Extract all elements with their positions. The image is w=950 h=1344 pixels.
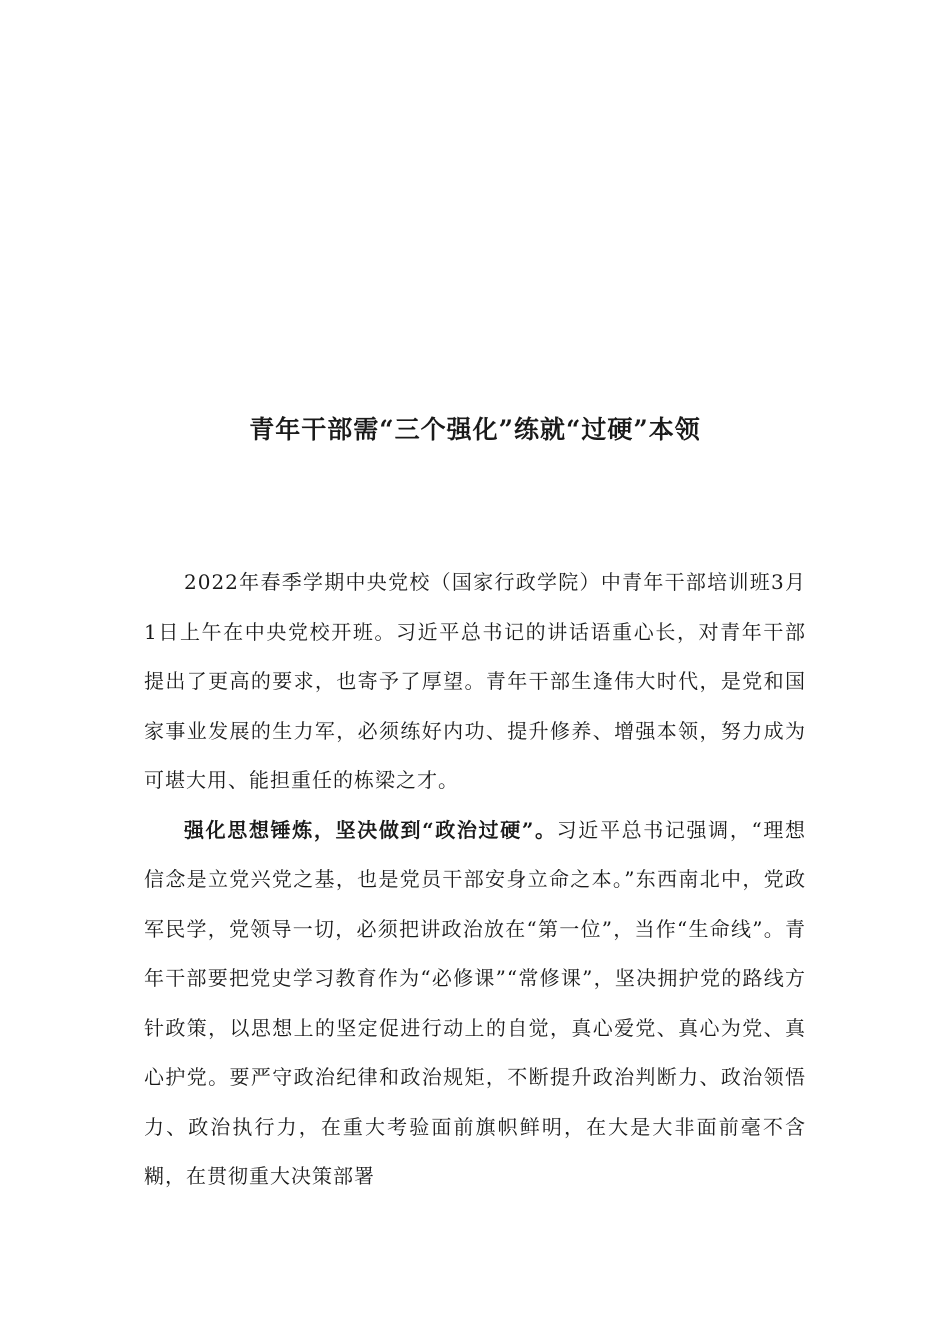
paragraph-political bbox=[144, 806, 806, 1202]
paragraph-intro bbox=[144, 558, 806, 806]
document-body bbox=[144, 558, 806, 1202]
paragraph-text: 2022年春季学期中央党校（国家行政学院）中青年干部培训班3月1日上午在中央党校开班。习近平总书记的讲话语重心长，对青年干部提出了更高的要求，也寄予了厚望。青年干部生逢伟大时代，是党和国家事业发展的生力军，必须练好内功、提升修养、增强本领，努力成为可堪大用、能担重任的栋梁之才。 bbox=[144, 570, 806, 792]
document-title: 青年干部需“三个强化”练就“过硬”本领 bbox=[249, 415, 701, 444]
paragraph-text: 习近平总书记强调，“理想信念是立党兴党之基，也是党员干部安身立命之本。”东西南北中，党政军民学，党领导一切，必须把讲政治放在“第一位”，当作“生命线”。青年干部要把党史学习教育作为“必修课”“常修课”，坚决拥护党的路线方针政策，以思想上的坚定促进行动上的自觉，真心爱党、真心为党、真心护党。要严守政治纪律和政治规矩，不断提升政治判断力、政治领悟力、政治执行力，在重大考验面前旗帜鲜明，在大是大非面前毫不含糊，在贯彻重大决策部署 bbox=[144, 817, 806, 1188]
paragraph-lead: 强化思想锤炼，坚决做到“政治过硬”。 bbox=[184, 817, 557, 842]
